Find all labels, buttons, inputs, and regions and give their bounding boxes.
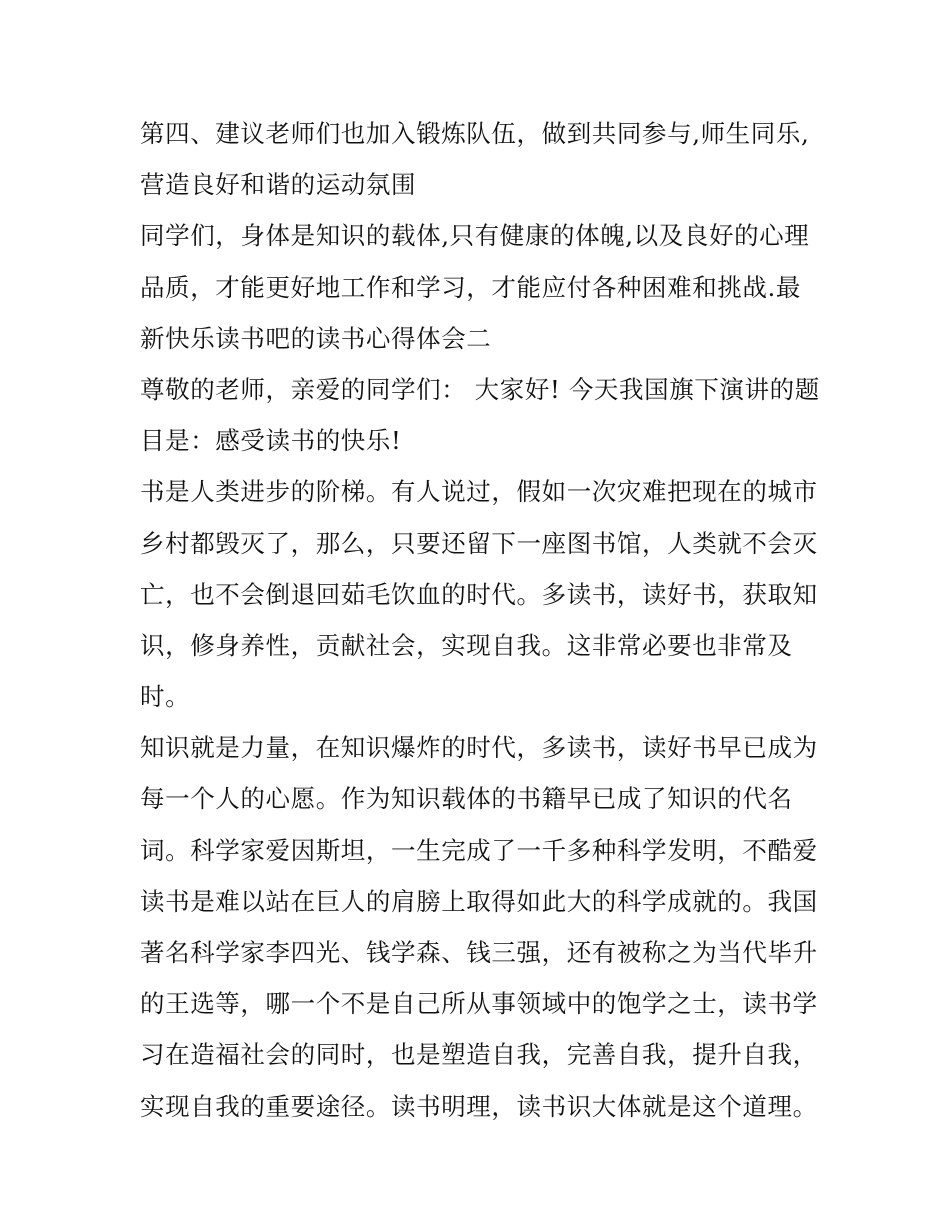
text-line: 新快乐读书吧的读书心得体会二 bbox=[140, 323, 492, 353]
text-line: 书是人类进步的阶梯。有人说过，假如一次灾难把现在的城市 bbox=[140, 477, 818, 507]
text-line: 营造良好和谐的运动氛围 bbox=[140, 170, 417, 200]
text-line: 读书是难以站在巨人的肩膀上取得如此大的科学成就的。我国 bbox=[140, 886, 818, 916]
text-line: 品质，才能更好地工作和学习，才能应付各种困难和挑战.最 bbox=[140, 272, 801, 302]
text-line: 每一个人的心愿。作为知识载体的书籍早已成了知识的代名 bbox=[140, 784, 793, 814]
text-line: 词。科学家爱因斯坦，一生完成了一千多种科学发明，不酷爱 bbox=[140, 835, 818, 865]
text-line: 知识就是力量，在知识爆炸的时代，多读书，读好书早已成为 bbox=[140, 733, 818, 763]
text-line: 识，修身养性，贡献社会，实现自我。这非常必要也非常及 bbox=[140, 630, 793, 660]
text-line: 的王选等，哪一个不是自己所从事领域中的饱学之士，读书学 bbox=[140, 989, 818, 1019]
text-line: 同学们，身体是知识的载体,只有健康的体魄,以及良好的心理 bbox=[140, 221, 810, 251]
text-line: 尊敬的老师，亲爱的同学们： 大家好! 今天我国旗下演讲的题 bbox=[140, 374, 820, 404]
text-line: 时。 bbox=[140, 682, 191, 712]
text-line: 目是：感受读书的快乐! bbox=[140, 426, 402, 456]
body-text bbox=[140, 108, 820, 1132]
text-line: 习在造福社会的同时，也是塑造自我，完善自我，提升自我， bbox=[140, 1040, 818, 1070]
text-line: 著名科学家李四光、钱学森、钱三强，还有被称之为当代毕升 bbox=[140, 938, 818, 967]
text-line: 乡村都毁灭了，那么，只要还留下一座图书馆，人类就不会灭 bbox=[140, 528, 818, 558]
text-line: 实现自我的重要途径。读书明理，读书识大体就是这个道理。 bbox=[140, 1091, 818, 1121]
text-line: 亡，也不会倒退回茹毛饮血的时代。多读书，读好书，获取知 bbox=[140, 579, 818, 609]
text-line: 第四、建议老师们也加入锻炼队伍，做到共同参与,师生同乐, bbox=[140, 119, 810, 148]
